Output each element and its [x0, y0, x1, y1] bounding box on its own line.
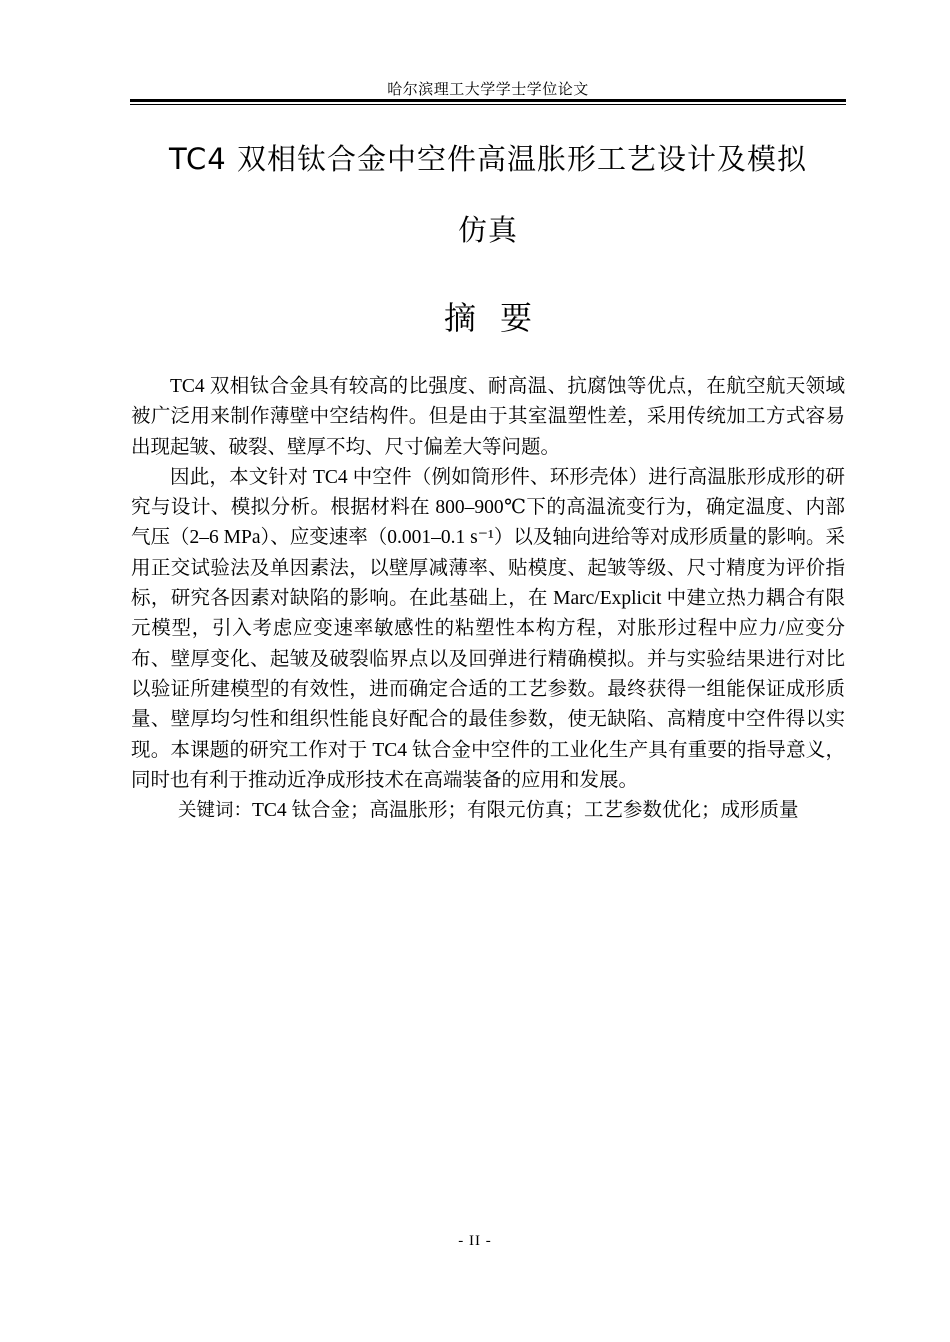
thesis-title-line-1: TC4 双相钛合金中空件高温胀形工艺设计及模拟 — [169, 142, 807, 176]
abstract-paragraph-1: TC4 双相钛合金具有较高的比强度、耐高温、抗腐蚀等优点，在航空航天领域被广泛用来制作薄壁中空结构件。但是由于其室温塑性差，采用传统加工方式容易出现起皱、破裂、壁厚不均、尺寸偏差大等问题。 — [131, 376, 845, 458]
thesis-title-line-2: 仿真 — [457, 213, 518, 247]
header-rule-thin — [130, 104, 846, 105]
abstract-paragraph-2: 因此，本文针对 TC4 中空件（例如筒形件、环形壳体）进行高温胀形成形的研究与设计、模拟分析。根据材料在 800–900℃下的高温流变行为，确定温度、内部气压（2–6 MPa）、应变速率（0.001–0.1 s⁻¹）以及轴向进给等对成形质量的影响。采用正交试验法及单因素法，以壁厚减薄率、贴模度、起皱等级、尺寸精度为评价指标，研究各因素对缺陷的影响。在此基础上，在 Marc/Explicit 中建立热力耦合有限元模型，引入考虑应变速率敏感性的粘塑性本构方程，对胀形过程中应力/应变分布、壁厚变化、起皱及破裂临界点以及回弹进行精确模拟。并与实验结果进行对比以验证所建模型的有效性，进而确定合适的工艺参数。最终获得一组能保证成形质量、壁厚均匀性和组织性能良好配合的最佳参数，使无缺陷、高精度中空件得以实现。本课题的研究工作对于 TC4 钛合金中空件的工业化生产具有重要的指导意义，同时也有利于推动近净成形技术在高端装备的应用和发展。 — [131, 466, 845, 791]
page-number: - II - — [458, 1233, 492, 1249]
keywords-line — [131, 796, 845, 826]
running-header: 哈尔滨理工大学学士学位论文 — [387, 80, 589, 98]
keywords-list: TC4 钛合金；高温胀形；有限元仿真；工艺参数优化；成形质量 — [252, 800, 799, 822]
header-rule-thick — [130, 99, 846, 102]
abstract-heading: 摘要 — [443, 299, 556, 337]
abstract-body — [131, 372, 845, 826]
keywords-label: 关键词： — [178, 800, 253, 822]
